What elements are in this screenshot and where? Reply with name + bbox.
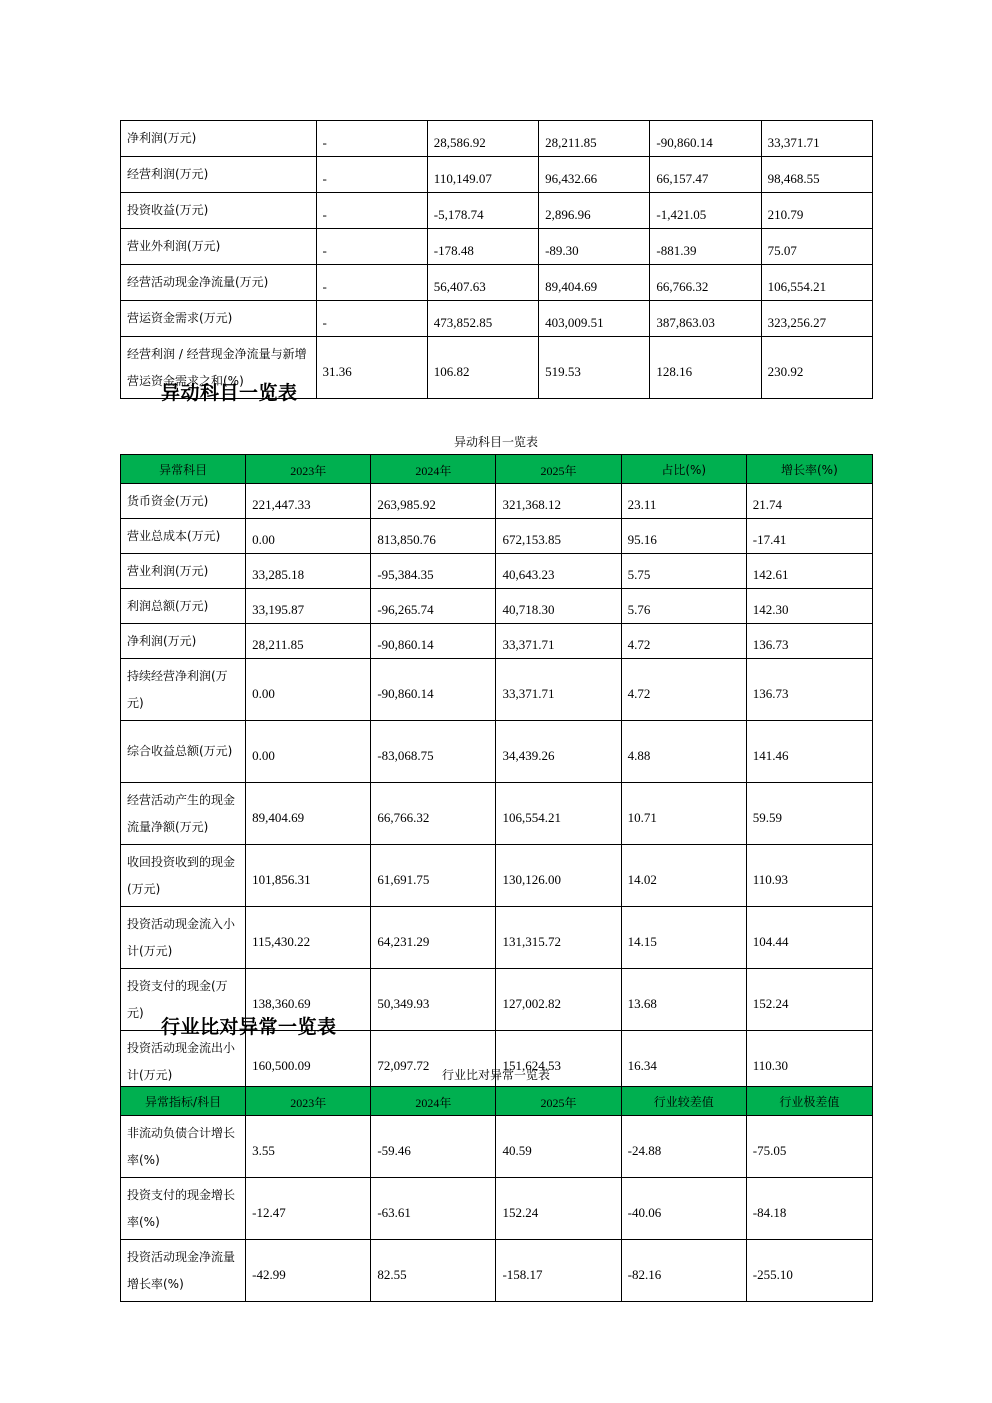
cell-value: -89.30 (539, 229, 650, 265)
cell-value: 4.72 (621, 659, 746, 721)
cell-value: 28,211.85 (246, 624, 371, 659)
anomaly-items-table (120, 454, 873, 1093)
cell-value: 323,256.27 (761, 301, 872, 337)
cell-value: 672,153.85 (496, 519, 621, 554)
cell-value: 403,009.51 (539, 301, 650, 337)
cell-value: - (316, 265, 427, 301)
row-label: 营业利润(万元) (121, 554, 246, 589)
table-caption-anomaly-items: 异动科目一览表 (453, 435, 538, 449)
column-header: 2023年 (246, 455, 371, 484)
cell-value: -158.17 (496, 1240, 621, 1302)
cell-value: 152.24 (496, 1178, 621, 1240)
cell-value: -24.88 (621, 1116, 746, 1178)
cell-value: 66,766.32 (650, 265, 761, 301)
column-header: 2024年 (371, 455, 496, 484)
cell-value: 106.82 (427, 337, 538, 399)
table-row (121, 301, 873, 337)
cell-value: -1,421.05 (650, 193, 761, 229)
cell-value: 33,371.71 (496, 624, 621, 659)
cell-value: -42.99 (246, 1240, 371, 1302)
cell-value: - (316, 121, 427, 157)
cell-value: 89,404.69 (539, 265, 650, 301)
cell-value: 33,195.87 (246, 589, 371, 624)
column-header: 2024年 (371, 1087, 496, 1116)
cell-value: 33,285.18 (246, 554, 371, 589)
cell-value: 40,643.23 (496, 554, 621, 589)
table-row (121, 589, 873, 624)
cell-value: 321,368.12 (496, 484, 621, 519)
cell-value: 75.07 (761, 229, 872, 265)
table-row (121, 484, 873, 519)
cell-value: 40,718.30 (496, 589, 621, 624)
cell-value: -17.41 (746, 519, 872, 554)
cell-value: 4.72 (621, 624, 746, 659)
row-label: 非流动负债合计增长率(%) (121, 1116, 246, 1178)
table-row (121, 783, 873, 845)
cell-value: 130,126.00 (496, 845, 621, 907)
cell-value: 101,856.31 (246, 845, 371, 907)
column-header: 异常科目 (121, 455, 246, 484)
cell-value: 106,554.21 (761, 265, 872, 301)
cell-value: 66,157.47 (650, 157, 761, 193)
cell-value: 33,371.71 (761, 121, 872, 157)
cell-value: 31.36 (316, 337, 427, 399)
cell-value: 13.68 (621, 969, 746, 1031)
table-row (121, 721, 873, 783)
cell-value: 66,766.32 (371, 783, 496, 845)
cell-value: -84.18 (746, 1178, 872, 1240)
section-title-anomaly-items: 异动科目一览表 (161, 382, 298, 404)
cell-value: 34,439.26 (496, 721, 621, 783)
table-row (121, 1178, 873, 1240)
row-label: 投资活动现金流入小计(万元) (121, 907, 246, 969)
row-label: 净利润(万元) (121, 121, 317, 157)
cell-value: 387,863.03 (650, 301, 761, 337)
row-label: 投资支付的现金增长率(%) (121, 1178, 246, 1240)
cell-value: 263,985.92 (371, 484, 496, 519)
table-row (121, 624, 873, 659)
cell-value: 141.46 (746, 721, 872, 783)
table-row (121, 1116, 873, 1178)
column-header: 2023年 (246, 1087, 371, 1116)
table-row (121, 157, 873, 193)
cell-value: 106,554.21 (496, 783, 621, 845)
row-label: 投资活动现金净流量增长率(%) (121, 1240, 246, 1302)
cell-value: 151,624.53 (496, 1031, 621, 1093)
row-label: 利润总额(万元) (121, 589, 246, 624)
cell-value: 4.88 (621, 721, 746, 783)
row-label: 经营利润(万元) (121, 157, 317, 193)
cell-value: -82.16 (621, 1240, 746, 1302)
cell-value: 59.59 (746, 783, 872, 845)
cell-value: 21.74 (746, 484, 872, 519)
table-row (121, 193, 873, 229)
section-title-industry-comparison: 行业比对异常一览表 (161, 1016, 337, 1038)
cell-value: 89,404.69 (246, 783, 371, 845)
cell-value: 56,407.63 (427, 265, 538, 301)
cell-value: -63.61 (371, 1178, 496, 1240)
row-label: 营运资金需求(万元) (121, 301, 317, 337)
cell-value: 152.24 (746, 969, 872, 1031)
cell-value: -40.06 (621, 1178, 746, 1240)
table-row (121, 845, 873, 907)
cell-value: 131,315.72 (496, 907, 621, 969)
row-label: 持续经营净利润(万元) (121, 659, 246, 721)
cell-value: 221,447.33 (246, 484, 371, 519)
cell-value: 72,097.72 (371, 1031, 496, 1093)
cell-value: 82.55 (371, 1240, 496, 1302)
cell-value: 64,231.29 (371, 907, 496, 969)
table-row (121, 229, 873, 265)
cell-value: 98,468.55 (761, 157, 872, 193)
cell-value: 110.93 (746, 845, 872, 907)
cell-value: 813,850.76 (371, 519, 496, 554)
cell-value: 28,211.85 (539, 121, 650, 157)
cell-value: 136.73 (746, 624, 872, 659)
row-label: 营业总成本(万元) (121, 519, 246, 554)
header-row (121, 455, 873, 484)
row-label: 收回投资收到的现金(万元) (121, 845, 246, 907)
cell-value: -90,860.14 (371, 659, 496, 721)
cell-value: - (316, 229, 427, 265)
cell-value: 5.75 (621, 554, 746, 589)
column-header: 占比(%) (621, 455, 746, 484)
financial-summary-table (120, 120, 873, 399)
cell-value: 473,852.85 (427, 301, 538, 337)
table-row (121, 554, 873, 589)
table-row (121, 1240, 873, 1302)
cell-value: - (316, 157, 427, 193)
cell-value: 33,371.71 (496, 659, 621, 721)
row-label: 经营利润 / 经营现金净流量与新增营运资金需求之和(%) (121, 337, 317, 399)
cell-value: 61,691.75 (371, 845, 496, 907)
table-row (121, 265, 873, 301)
cell-value: 230.92 (761, 337, 872, 399)
cell-value: 210.79 (761, 193, 872, 229)
cell-value: 0.00 (246, 519, 371, 554)
cell-value: -90,860.14 (371, 624, 496, 659)
cell-value: -83,068.75 (371, 721, 496, 783)
table-row (121, 121, 873, 157)
column-header: 行业较差值 (621, 1087, 746, 1116)
cell-value: 23.11 (621, 484, 746, 519)
cell-value: 142.61 (746, 554, 872, 589)
table-row (121, 1031, 873, 1093)
cell-value: -75.05 (746, 1116, 872, 1178)
industry-comparison-table (120, 1086, 873, 1302)
cell-value: 5.76 (621, 589, 746, 624)
cell-value: 127,002.82 (496, 969, 621, 1031)
cell-value: -59.46 (371, 1116, 496, 1178)
cell-value: 2,896.96 (539, 193, 650, 229)
cell-value: 136.73 (746, 659, 872, 721)
cell-value: - (316, 193, 427, 229)
cell-value: 3.55 (246, 1116, 371, 1178)
column-header: 2025年 (496, 1087, 621, 1116)
row-label: 货币资金(万元) (121, 484, 246, 519)
table-row (121, 907, 873, 969)
cell-value: 10.71 (621, 783, 746, 845)
cell-value: 14.02 (621, 845, 746, 907)
cell-value: 110.30 (746, 1031, 872, 1093)
cell-value: -95,384.35 (371, 554, 496, 589)
cell-value: 40.59 (496, 1116, 621, 1178)
cell-value: 96,432.66 (539, 157, 650, 193)
cell-value: 28,586.92 (427, 121, 538, 157)
cell-value: -96,265.74 (371, 589, 496, 624)
cell-value: 95.16 (621, 519, 746, 554)
cell-value: -178.48 (427, 229, 538, 265)
cell-value: 115,430.22 (246, 907, 371, 969)
cell-value: -90,860.14 (650, 121, 761, 157)
cell-value: -5,178.74 (427, 193, 538, 229)
row-label: 投资支付的现金(万元) (121, 969, 246, 1031)
cell-value: 138,360.69 (246, 969, 371, 1031)
row-label: 净利润(万元) (121, 624, 246, 659)
row-label: 投资收益(万元) (121, 193, 317, 229)
cell-value: -881.39 (650, 229, 761, 265)
cell-value: 142.30 (746, 589, 872, 624)
row-label: 经营活动产生的现金流量净额(万元) (121, 783, 246, 845)
column-header: 2025年 (496, 455, 621, 484)
cell-value: 14.15 (621, 907, 746, 969)
cell-value: -255.10 (746, 1240, 872, 1302)
column-header: 增长率(%) (746, 455, 872, 484)
table-row (121, 519, 873, 554)
row-label: 营业外利润(万元) (121, 229, 317, 265)
column-header: 异常指标/科目 (121, 1087, 246, 1116)
cell-value: 50,349.93 (371, 969, 496, 1031)
cell-value: 16.34 (621, 1031, 746, 1093)
cell-value: - (316, 301, 427, 337)
cell-value: 519.53 (539, 337, 650, 399)
cell-value: -12.47 (246, 1178, 371, 1240)
cell-value: 160,500.09 (246, 1031, 371, 1093)
column-header: 行业极差值 (746, 1087, 872, 1116)
cell-value: 0.00 (246, 659, 371, 721)
row-label: 综合收益总额(万元) (121, 721, 246, 783)
cell-value: 110,149.07 (427, 157, 538, 193)
table-row (121, 659, 873, 721)
table-caption-industry-comparison: 行业比对异常一览表 (441, 1068, 550, 1082)
header-row (121, 1087, 873, 1116)
cell-value: 104.44 (746, 907, 872, 969)
cell-value: 0.00 (246, 721, 371, 783)
cell-value: 128.16 (650, 337, 761, 399)
row-label: 经营活动现金净流量(万元) (121, 265, 317, 301)
row-label: 投资活动现金流出小计(万元) (121, 1031, 246, 1093)
